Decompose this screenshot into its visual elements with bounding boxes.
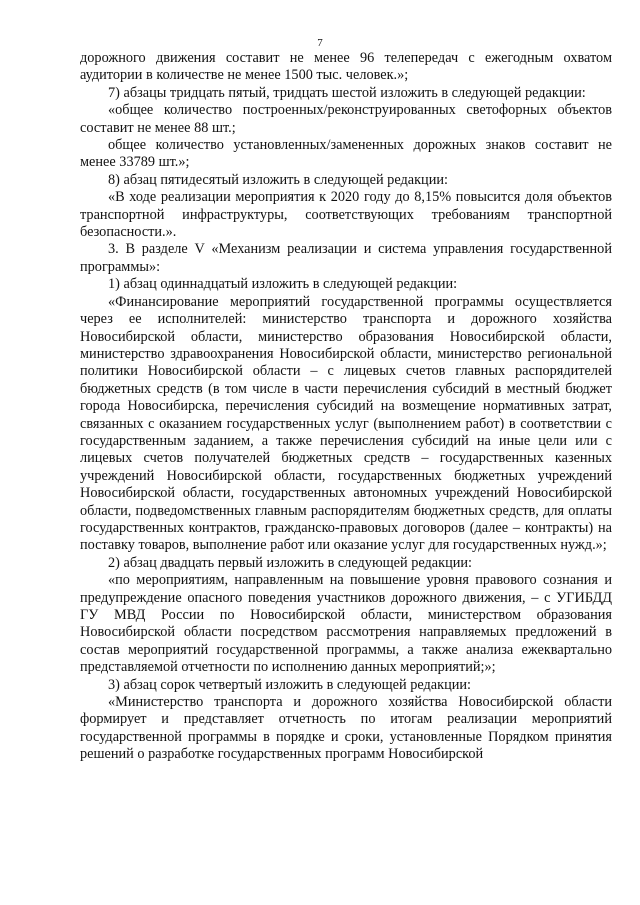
paragraph: 8) абзац пятидесятый изложить в следующей редакции:	[108, 171, 448, 188]
paragraph: дорожного движения составит не менее 96 телепередач с ежегодным охватом аудитории в количестве не менее 1500 тыс. человек.»;	[80, 50, 612, 84]
page-number: 7	[317, 37, 323, 49]
paragraph: «Министерство транспорта и дорожного хозяйства Новосибирской области формирует и представляет отчетность по итогам реализации мероприятий государственной программы в порядке и сроки, установленные Порядком принятия решений о разработке государственных программ Новосибирской	[80, 694, 612, 763]
paragraph: 3) абзац сорок четвертый изложить в следующей редакции:	[108, 676, 472, 693]
document-body	[80, 50, 612, 764]
paragraph: «Финансирование мероприятий государственной программы осуществляется через ее исполнителей: министерство транспорта и дорожного хозяйства Новосибирской области, министерство образования Новосибирской области, министерство здравоохранения Новосибирской области, министерство региональной политики Новосибирской области – с лицевых счетов главных распорядителей бюджетных средств (в том числе в части перечисления субсидий в местный бюджет города Новосибирска, перечисления субсидий на возмещение нормативных затрат, связанных с оказанием государственных услуг (выполнением работ) в соответствии с государственным заданием, а также перечисления субсидий на иные цели или с лицевых счетов получателей бюджетных средств – государственных казенных учреждений Новосибирской области, государственных бюджетных учреждений Новосибирской области, государственных автономных учреждений Новосибирской области, подведомственных главным распорядителям бюджетных средств, для оплаты государственных контрактов, гражданско-правовых договоров (далее – контракты) на поставку товаров, выполнение работ или оказание услуг для государственных нужд.»;	[80, 293, 612, 554]
paragraph: «общее количество построенных/реконструированных светофорных объектов составит не менее 88 шт.;	[80, 102, 612, 136]
paragraph: «по мероприятиям, направленным на повышение уровня правового сознания и предупреждение опасного поведения участников дорожного движения, – с УГИБДД ГУ МВД России по Новосибирской области, министерством образования Новосибирской области посредством рассмотрения направляемых предложений в состав мероприятий государственной программы, а также анализа ежеквартально представляемой отчетности по исполнению данных мероприятий;»;	[80, 572, 612, 676]
paragraph: «В ходе реализации мероприятия к 2020 году до 8,15% повысится доля объектов транспортной инфраструктуры, соответствующих требованиям транспортной безопасности.».	[80, 189, 612, 241]
paragraph: общее количество установленных/замененных дорожных знаков составит не менее 33789 шт.»;	[80, 137, 612, 171]
paragraph: 7) абзацы тридцать пятый, тридцать шестой изложить в следующей редакции:	[108, 84, 586, 101]
paragraph: 1) абзац одиннадцатый изложить в следующей редакции:	[108, 276, 458, 293]
paragraph: 3. В разделе V «Механизм реализации и система управления государственной программы»:	[80, 241, 612, 275]
paragraph: 2) абзац двадцать первый изложить в следующей редакции:	[108, 554, 473, 571]
